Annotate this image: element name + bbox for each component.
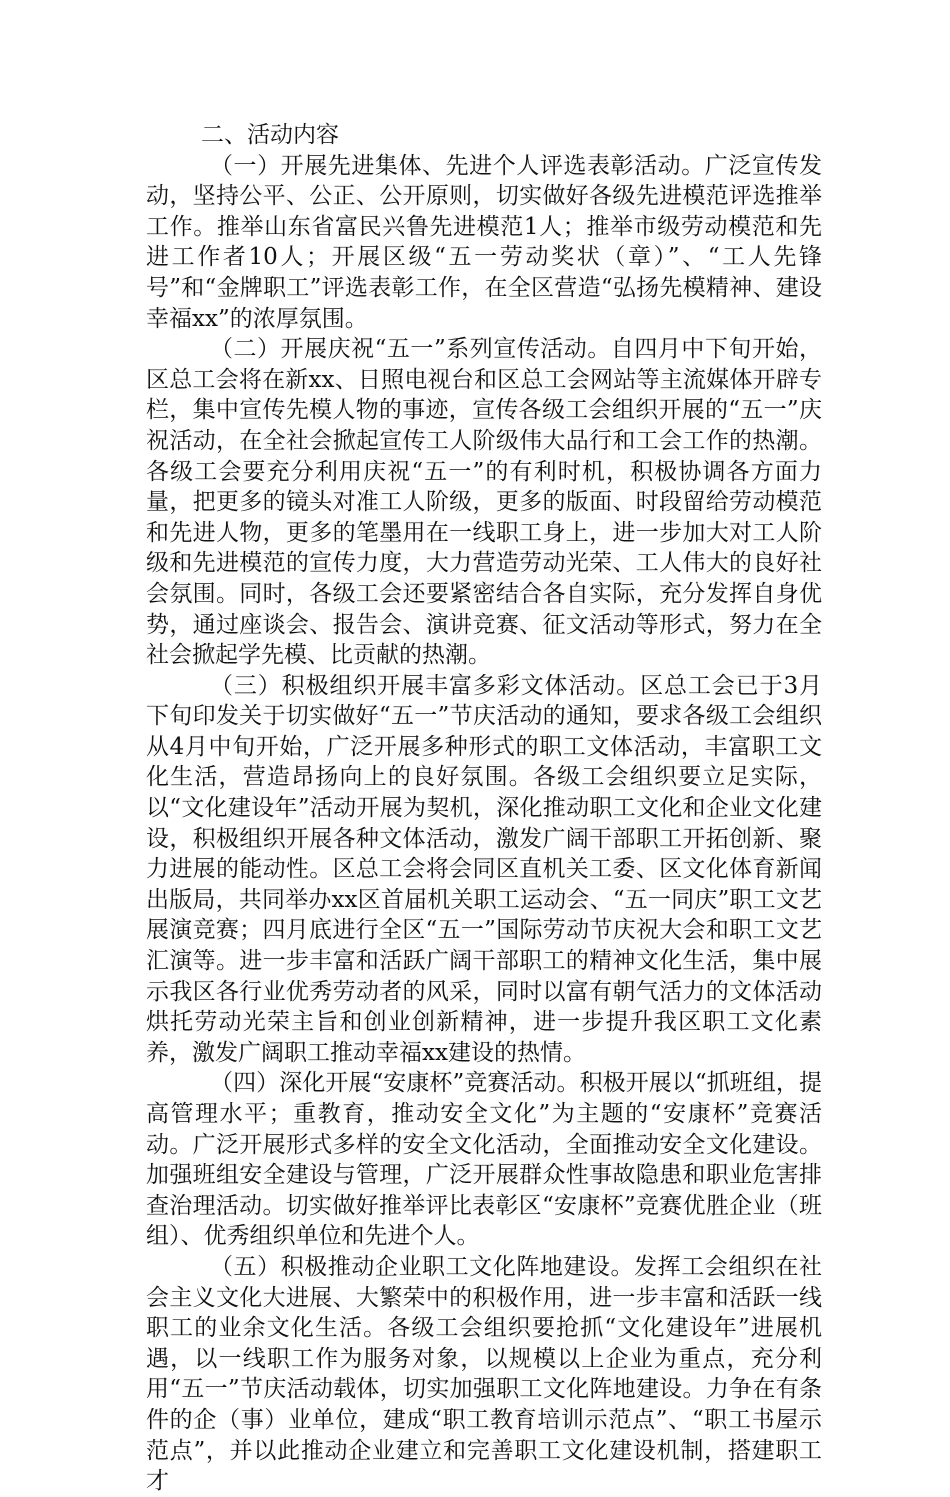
paragraph-3: （三）积极组织开展丰富多彩文体活动。区总工会已于3月下旬印发关于切实做好“五一”节庆活动的通知，要求各级工会组织从4月中旬开始，广泛开展多种形式的职工文体活动，丰富职工文化生活，营造昂扬向上的良好氛围。各级工会组织要立足实际，以“文化建设年”活动开展为契机，深化推动职工文化和企业文化建设，积极组织开展各种文体活动，激发广阔干部职工开拓创新、聚力进展的能动性。区总工会将会同区直机关工委、区文化体育新闻出版局，共同举办xx区首届机关职工运动会、“五一同庆”职工文艺展演竞赛；四月底进行全区“五一”国际劳动节庆祝大会和职工文艺汇演等。进一步丰富和活跃广阔干部职工的精神文化生活，集中展示我区各行业优秀劳动者的风采，同时以富有朝气活力的文体活动烘托劳动光荣主旨和创业创新精神，进一步提升我区职工文化素养，激发广阔职工推动幸福xx建设的热情。 xyxy=(146,672,822,1066)
paragraph-4: （四）深化开展“安康杯”竞赛活动。积极开展以“抓班组，提高管理水平；重教育，推动安全文化”为主题的“安康杯”竞赛活动。广泛开展形式多样的安全文化活动，全面推动安全文化建设。加强班组安全建设与管理，广泛开展群众性事故隐患和职业危害排查治理活动。切实做好推举评比表彰区“安康杯”竞赛优胜企业（班组）、优秀组织单位和先进个人。 xyxy=(146,1070,822,1250)
document-page xyxy=(146,120,822,1497)
paragraph-1: （一）开展先进集体、先进个人评选表彰活动。广泛宣传发动，坚持公平、公正、公开原则，切实做好各级先进模范评选推举工作。推举山东省富民兴鲁先进模范1人；推举市级劳动模范和先进工作者10人；开展区级“五一劳动奖状（章）”、“工人先锋号”和“金牌职工”评选表彰工作，在全区营造“弘扬先模精神、建设幸福xx”的浓厚氛围。 xyxy=(146,152,822,332)
paragraph-2: （二）开展庆祝“五一”系列宣传活动。自四月中下旬开始，区总工会将在新xx、日照电视台和区总工会网站等主流媒体开辟专栏，集中宣传先模人物的事迹，宣传各级工会组织开展的“五一”庆祝活动，在全社会掀起宣传工人阶级伟大品行和工会工作的热潮。各级工会要充分利用庆祝“五一”的有利时机，积极协调各方面力量，把更多的镜头对准工人阶级，更多的版面、时段留给劳动模范和先进人物，更多的笔墨用在一线职工身上，进一步加大对工人阶级和先进模范的宣传力度，大力营造劳动光荣、工人伟大的良好社会氛围。同时，各级工会还要紧密结合各自实际，充分发挥自身优势，通过座谈会、报告会、演讲竞赛、征文活动等形式，努力在全社会掀起学先模、比贡献的热潮。 xyxy=(146,336,822,669)
paragraph-5: （五）积极推动企业职工文化阵地建设。发挥工会组织在社会主义文化大进展、大繁荣中的积极作用，进一步丰富和活跃一线职工的业余文化生活。各级工会组织要抢抓“文化建设年”进展机遇，以一线职工作为服务对象，以规模以上企业为重点，充分利用“五一”节庆活动载体，切实加强职工文化阵地建设。力争在有条件的企（事）业单位，建成“职工教育培训示范点”、“职工书屋示范点”，并以此推动企业建立和完善职工文化建设机制，搭建职工才 xyxy=(146,1253,822,1495)
section-heading: 二、活动内容 xyxy=(201,122,339,148)
